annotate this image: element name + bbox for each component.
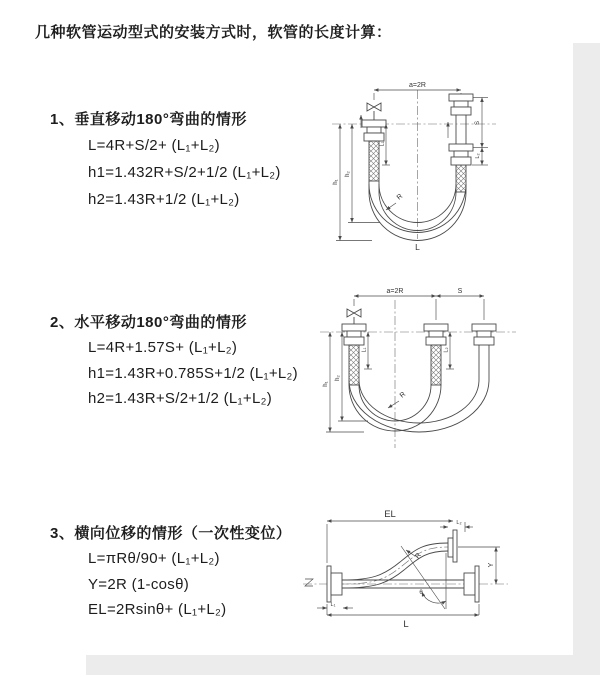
diagram-horizontal-180-bend (316, 280, 588, 456)
formula-line: EL=2Rsinθ+ (L₁+L₂) (88, 601, 227, 618)
left-flange (327, 566, 342, 602)
dim-label-l2: L₂ (475, 153, 481, 159)
dim-label-l1: L₁ (361, 347, 368, 353)
formula-line: Y=2R (1-cosθ) (88, 576, 190, 593)
valve-icon (347, 309, 361, 324)
section-2-heading: 2、水平移动180°弯曲的情形 (50, 314, 247, 331)
upper-flange (448, 530, 457, 562)
dim-label-a2r: a=2R (409, 82, 426, 89)
dim-label-l1: L₁ (379, 141, 386, 147)
scan-edge-bottom (86, 655, 600, 675)
dim-label-h1: h₁ (323, 381, 329, 387)
top-dimensions (354, 288, 484, 320)
centerline-symbol (305, 579, 313, 586)
left-dimensions (333, 124, 390, 241)
formula-line: h1=1.432R+S/2+1/2 (L₁+L₂) (88, 164, 281, 181)
dim-label-l2: L₂ (456, 520, 462, 526)
right-dimensions (472, 98, 488, 166)
dim-label-h1: h₁ (333, 179, 339, 185)
section-3-heading: 3、横向位移的情形（一次性变位） (50, 525, 292, 542)
dim-label-r: R (414, 551, 423, 561)
dim-label-a2r: a=2R (386, 288, 404, 295)
formula-line: L=4R+S/2+ (L₁+L₂) (88, 137, 220, 154)
angle-label-theta: θ (419, 590, 423, 596)
dim-label-r: R (398, 390, 408, 400)
dim-label-l1: L₁ (330, 602, 336, 608)
dim-label-s: S (475, 120, 481, 126)
dim-label-l2: L₂ (443, 347, 450, 353)
formula-line: L=4R+1.57S+ (L₁+L₂) (88, 339, 238, 356)
section-1-heading: 1、垂直移动180°弯曲的情形 (50, 111, 247, 128)
right-flange (464, 566, 479, 602)
formula-line: L=πRθ/90+ (L₁+L₂) (88, 550, 220, 567)
radius-leader (386, 193, 404, 210)
el-dimension (327, 509, 453, 563)
flanges (342, 324, 496, 345)
formula-line: h2=1.43R+1/2 (L₁+L₂) (88, 191, 240, 208)
dim-label-r: R (395, 192, 405, 202)
dim-label-y: Y (488, 562, 495, 568)
diagram-lateral-displacement (303, 497, 518, 649)
left-flange (362, 120, 386, 141)
formula-line: h2=1.43R+S/2+1/2 (L₁+L₂) (88, 390, 273, 407)
valve-icon (367, 103, 381, 120)
scan-edge-right (573, 43, 600, 675)
formula-line: h1=1.43R+0.785S+1/2 (L₁+L₂) (88, 365, 298, 382)
radius-leader (388, 391, 407, 408)
diagram-vertical-180-bend (326, 76, 566, 254)
dim-label-l-total: L (403, 619, 409, 630)
l1-dimension (317, 602, 353, 608)
dim-label-l-total: L (415, 242, 420, 252)
right-flanges (449, 94, 473, 165)
page-title: 几种软管运动型式的安装方式时，软管的长度计算： (35, 24, 392, 41)
dim-label-h2: h₂ (345, 171, 351, 177)
dim-label-h2: h₂ (335, 375, 341, 381)
dim-label-el: EL (384, 509, 396, 520)
dim-label-s: S (457, 288, 463, 295)
hose-body (349, 345, 489, 432)
